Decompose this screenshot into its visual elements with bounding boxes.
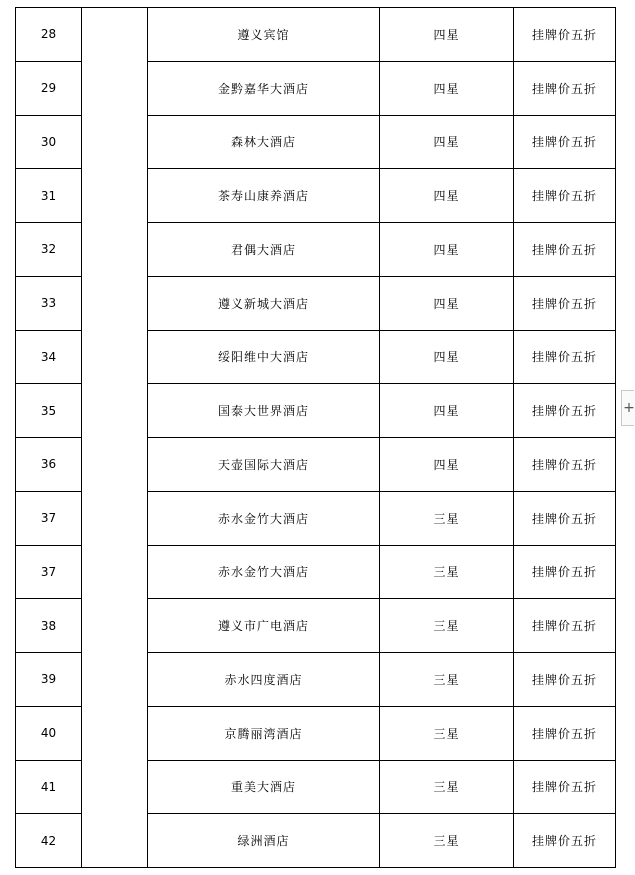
table-row bbox=[16, 653, 616, 707]
hotel-name-cell: 遵义市广电酒店 bbox=[148, 599, 380, 653]
table-row bbox=[16, 115, 616, 169]
row-number-cell: 39 bbox=[16, 653, 82, 707]
hotel-name-cell: 森林大酒店 bbox=[148, 115, 380, 169]
table-row bbox=[16, 169, 616, 223]
blank-cell bbox=[82, 223, 148, 277]
discount-cell: 挂牌价五折 bbox=[514, 223, 616, 277]
row-number-cell: 36 bbox=[16, 438, 82, 492]
blank-cell bbox=[82, 276, 148, 330]
hotel-name-cell: 遵义新城大酒店 bbox=[148, 276, 380, 330]
row-number-cell: 37 bbox=[16, 491, 82, 545]
hotel-name-cell: 赤水金竹大酒店 bbox=[148, 491, 380, 545]
table-row bbox=[16, 223, 616, 277]
star-rating-cell: 四星 bbox=[380, 169, 514, 223]
table-row bbox=[16, 330, 616, 384]
row-number-cell: 31 bbox=[16, 169, 82, 223]
blank-cell bbox=[82, 61, 148, 115]
row-number-cell: 42 bbox=[16, 814, 82, 868]
row-number-cell: 40 bbox=[16, 706, 82, 760]
blank-cell bbox=[82, 760, 148, 814]
discount-cell: 挂牌价五折 bbox=[514, 8, 616, 62]
hotel-name-cell: 赤水金竹大酒店 bbox=[148, 545, 380, 599]
star-rating-cell: 四星 bbox=[380, 438, 514, 492]
blank-cell bbox=[82, 653, 148, 707]
hotel-name-cell: 国泰大世界酒店 bbox=[148, 384, 380, 438]
blank-cell bbox=[82, 115, 148, 169]
star-rating-cell: 三星 bbox=[380, 706, 514, 760]
star-rating-cell: 三星 bbox=[380, 545, 514, 599]
star-rating-cell: 四星 bbox=[380, 330, 514, 384]
hotel-name-cell: 金黔嘉华大酒店 bbox=[148, 61, 380, 115]
row-number-cell: 29 bbox=[16, 61, 82, 115]
row-number-cell: 41 bbox=[16, 760, 82, 814]
table-row bbox=[16, 760, 616, 814]
table-add-handle[interactable] bbox=[621, 390, 634, 426]
hotel-name-cell: 绿洲酒店 bbox=[148, 814, 380, 868]
hotel-table-body bbox=[16, 8, 616, 868]
blank-cell bbox=[82, 814, 148, 868]
discount-cell: 挂牌价五折 bbox=[514, 61, 616, 115]
row-number-cell: 28 bbox=[16, 8, 82, 62]
discount-cell: 挂牌价五折 bbox=[514, 491, 616, 545]
discount-cell: 挂牌价五折 bbox=[514, 276, 616, 330]
star-rating-cell: 四星 bbox=[380, 276, 514, 330]
row-number-cell: 38 bbox=[16, 599, 82, 653]
row-number-cell: 30 bbox=[16, 115, 82, 169]
hotel-name-cell: 绥阳维中大酒店 bbox=[148, 330, 380, 384]
blank-cell bbox=[82, 706, 148, 760]
hotel-name-cell: 赤水四度酒店 bbox=[148, 653, 380, 707]
discount-cell: 挂牌价五折 bbox=[514, 115, 616, 169]
discount-cell: 挂牌价五折 bbox=[514, 760, 616, 814]
row-number-cell: 37 bbox=[16, 545, 82, 599]
hotel-table bbox=[15, 7, 616, 868]
table-row bbox=[16, 438, 616, 492]
star-rating-cell: 三星 bbox=[380, 653, 514, 707]
table-row bbox=[16, 384, 616, 438]
hotel-name-cell: 遵义宾馆 bbox=[148, 8, 380, 62]
hotel-name-cell: 京腾丽湾酒店 bbox=[148, 706, 380, 760]
hotel-name-cell: 茶寿山康养酒店 bbox=[148, 169, 380, 223]
star-rating-cell: 三星 bbox=[380, 814, 514, 868]
table-row bbox=[16, 8, 616, 62]
hotel-name-cell: 重美大酒店 bbox=[148, 760, 380, 814]
plus-icon[interactable]: + bbox=[623, 400, 635, 416]
blank-cell bbox=[82, 491, 148, 545]
table-row bbox=[16, 491, 616, 545]
blank-cell bbox=[82, 8, 148, 62]
discount-cell: 挂牌价五折 bbox=[514, 653, 616, 707]
hotel-name-cell: 天壶国际大酒店 bbox=[148, 438, 380, 492]
row-number-cell: 32 bbox=[16, 223, 82, 277]
discount-cell: 挂牌价五折 bbox=[514, 384, 616, 438]
discount-cell: 挂牌价五折 bbox=[514, 814, 616, 868]
blank-cell bbox=[82, 438, 148, 492]
blank-cell bbox=[82, 599, 148, 653]
star-rating-cell: 三星 bbox=[380, 599, 514, 653]
table-row bbox=[16, 599, 616, 653]
blank-cell bbox=[82, 330, 148, 384]
row-number-cell: 35 bbox=[16, 384, 82, 438]
table-row bbox=[16, 61, 616, 115]
discount-cell: 挂牌价五折 bbox=[514, 599, 616, 653]
star-rating-cell: 四星 bbox=[380, 223, 514, 277]
discount-cell: 挂牌价五折 bbox=[514, 438, 616, 492]
discount-cell: 挂牌价五折 bbox=[514, 545, 616, 599]
star-rating-cell: 四星 bbox=[380, 115, 514, 169]
table-row bbox=[16, 276, 616, 330]
table-row bbox=[16, 545, 616, 599]
table-row bbox=[16, 706, 616, 760]
row-number-cell: 34 bbox=[16, 330, 82, 384]
star-rating-cell: 四星 bbox=[380, 61, 514, 115]
discount-cell: 挂牌价五折 bbox=[514, 330, 616, 384]
star-rating-cell: 三星 bbox=[380, 760, 514, 814]
star-rating-cell: 四星 bbox=[380, 8, 514, 62]
star-rating-cell: 四星 bbox=[380, 384, 514, 438]
discount-cell: 挂牌价五折 bbox=[514, 169, 616, 223]
row-number-cell: 33 bbox=[16, 276, 82, 330]
blank-cell bbox=[82, 545, 148, 599]
blank-cell bbox=[82, 169, 148, 223]
discount-cell: 挂牌价五折 bbox=[514, 706, 616, 760]
star-rating-cell: 三星 bbox=[380, 491, 514, 545]
table-row bbox=[16, 814, 616, 868]
hotel-name-cell: 君偶大酒店 bbox=[148, 223, 380, 277]
blank-cell bbox=[82, 384, 148, 438]
